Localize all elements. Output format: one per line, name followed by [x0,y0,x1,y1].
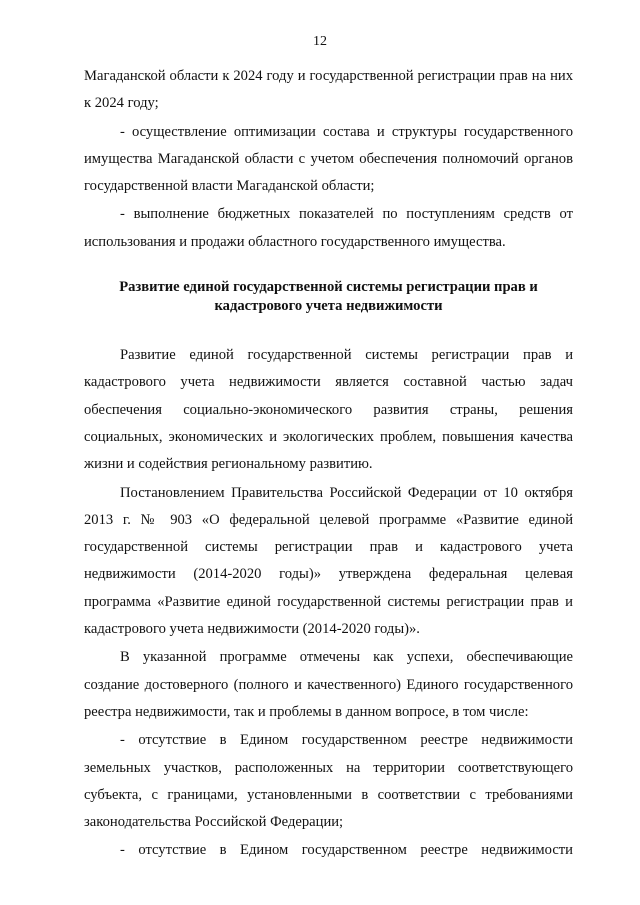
paragraph-2: - осуществление оптимизации состава и структуры государственного имущества Магаданской области с учетом обеспечения полномочий органов государственной власти Магаданской области; [84,123,573,195]
page-number: 12 [313,34,327,49]
paragraph-4: Развитие единой государственной системы регистрации прав и кадастрового учета недвижимости является составной частью задач обеспечения социально-экономического развития страны, решения социальных, экономических и экологических проблем, повышения качества жизни и содействия региональному развитию. [84,347,573,473]
paragraph-8: - отсутствие в Едином государственном реестре недвижимости [120,842,573,859]
paragraph-5: Постановлением Правительства Российской Федерации от 10 октября 2013 г. № 903 «О федеральной целевой программе «Развитие единой государственной системы регистрации прав и кадастрового учета недвижимости (2014-2020 годы)» утверждена федеральная целевая программа «Развитие единой государственной системы регистрации прав и кадастрового учета недвижимости (2014-2020 годы)». [84,484,573,638]
section-heading: Развитие единой государственной системы регистрации прав и кадастрового учета недвижимости [119,279,538,315]
paragraph-1: Магаданской области к 2024 году и государственной регистрации прав на них к 2024 году; [84,68,573,112]
paragraph-6: В указанной программе отмечены как успехи, обеспечивающие создание достоверного (полного и качественного) Единого государственного реестра недвижимости, так и проблемы в данном вопросе, в том числе: [84,649,573,720]
document-body [84,63,573,865]
paragraph-3: - выполнение бюджетных показателей по поступлениям средств от использования и продажи областного государственного имущества. [84,206,573,250]
paragraph-7: - отсутствие в Едином государственном реестре недвижимости земельных участков, расположенных на территории соответствующего субъекта, с границами, установленными в соответствии с требованиями законодательства Российской Федерации; [84,732,573,831]
